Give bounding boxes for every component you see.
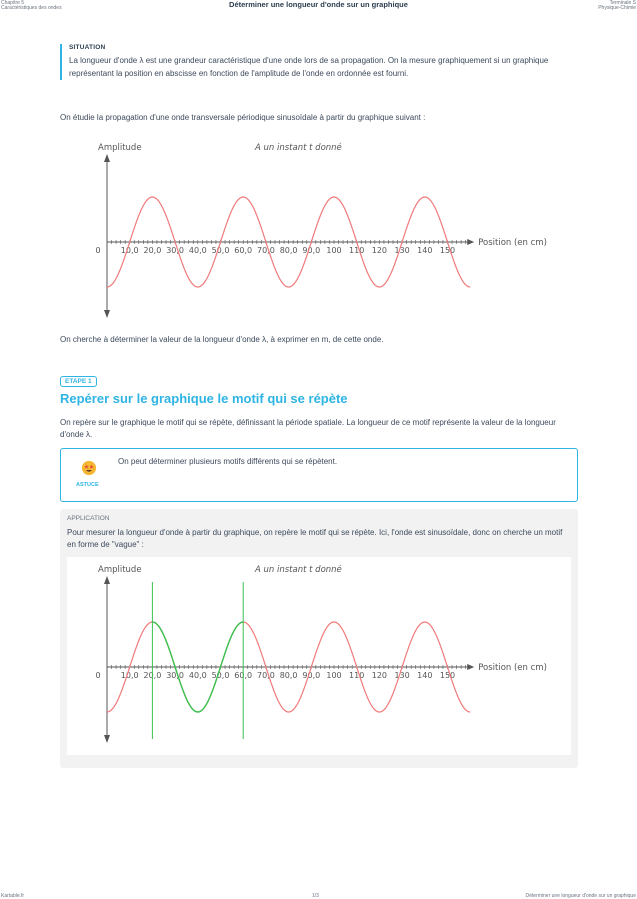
star-struck-emoji-icon [82, 461, 96, 475]
x-tick-label: 130 [394, 671, 410, 680]
subject-label: Physique-Chimie [598, 5, 636, 11]
x-tick-label: 40,0 [188, 246, 207, 255]
y-axis-arrow [104, 576, 110, 584]
x-tick-label: 40,0 [188, 671, 207, 680]
x-tick-label: 140 [417, 246, 433, 255]
x-tick-label: 140 [417, 671, 433, 680]
tip-box [60, 448, 578, 502]
x-axis-label: Position (en cm) [478, 238, 547, 248]
x-tick-label: 120 [371, 671, 388, 680]
level-label: Terminale S [609, 0, 636, 6]
chart-title: A un instant t donné [255, 143, 342, 153]
application-chart-panel [67, 557, 571, 755]
x-tick-label: 70,0 [256, 671, 275, 680]
tip-label: ASTUCE [76, 482, 99, 488]
x-tick-label: 80,0 [279, 671, 298, 680]
x-tick-label: 150 [439, 246, 456, 255]
application-text: Pour mesurer la longueur d'onde à partir du graphique, on repère le motif qui se répète. Ici, l'onde est sinusoïdale, donc on cherche un motif en forme de "vague" : [67, 528, 563, 549]
x-tick-label: 20,0 [143, 246, 162, 255]
x-axis-arrow [467, 239, 474, 245]
situation-block [60, 44, 589, 80]
x-tick-label: 30,0 [166, 671, 185, 680]
step-text: On repère sur le graphique le motif qui se répète, définissant la période spatiale. La longueur de ce motif représente la valeur de la longueur d'onde λ. [60, 418, 556, 439]
x-tick-label: 10,0 [120, 246, 139, 255]
x-tick-label: 90,0 [302, 671, 321, 680]
tip-text: On peut déterminer plusieurs motifs différents qui se répètent. [118, 457, 338, 466]
document-title: Déterminer une longueur d'onde sur un graphique [229, 0, 408, 9]
y-axis-label: Amplitude [98, 143, 142, 153]
situation-label: SITUATION [69, 44, 106, 51]
chapter-number: Chapitre 5 [1, 0, 25, 6]
x-axis-label: Position (en cm) [478, 663, 547, 673]
step-badge: ETAPE 1 [60, 376, 97, 387]
x-tick-label: 100 [326, 671, 342, 680]
x-tick-label: 60,0 [234, 246, 253, 255]
application-label: APPLICATION [67, 515, 110, 522]
x-axis-arrow [467, 664, 474, 670]
footer-site: Kartable.fr [1, 893, 25, 899]
x-tick-label: 100 [326, 246, 342, 255]
question-text: On cherche à déterminer la valeur de la longueur d'onde λ, à exprimer en m, de cette onde. [60, 335, 384, 344]
x-tick-label: 0 [95, 671, 101, 680]
step-title: Repérer sur le graphique le motif qui se répète [60, 391, 348, 406]
x-tick-label: 150 [439, 671, 456, 680]
x-tick-label: 50,0 [211, 671, 230, 680]
x-tick-label: 120 [371, 246, 388, 255]
intro-text: On étudie la propagation d'une onde transversale périodique sinusoïdale à partir du graphique suivant : [60, 113, 426, 122]
x-tick-label: 30,0 [166, 246, 185, 255]
chart-title: A un instant t donné [255, 565, 342, 575]
y-axis-arrow-down [104, 310, 110, 318]
x-tick-label: 20,0 [143, 671, 162, 680]
x-tick-label: 80,0 [279, 246, 298, 255]
x-tick-label: 110 [349, 246, 365, 255]
wave-chart-highlighted [92, 560, 552, 750]
y-axis-arrow [104, 154, 110, 162]
footer-page: 1/3 [312, 893, 319, 899]
chapter-name: Caractéristiques des ondes [1, 5, 62, 11]
x-tick-label: 90,0 [302, 246, 321, 255]
x-tick-label: 130 [394, 246, 410, 255]
x-tick-label: 110 [349, 671, 365, 680]
footer-title: Déterminer une longueur d'onde sur un graphique [525, 893, 636, 899]
y-axis-arrow-down [104, 735, 110, 743]
x-tick-label: 60,0 [234, 671, 253, 680]
y-axis-label: Amplitude [98, 565, 142, 575]
application-box [60, 509, 578, 768]
situation-text: La longueur d'onde λ est une grandeur caractéristique d'une onde lors de sa propagation. On la mesure graphiquement si un graphique représentant la position en abscisse en fonction de l'amplitude de l'onde en ordonnée est fourni. [69, 56, 549, 78]
x-tick-label: 10,0 [120, 671, 139, 680]
x-tick-label: 0 [95, 246, 101, 255]
x-tick-label: 70,0 [256, 246, 275, 255]
x-tick-label: 50,0 [211, 246, 230, 255]
wave-chart [92, 138, 552, 323]
